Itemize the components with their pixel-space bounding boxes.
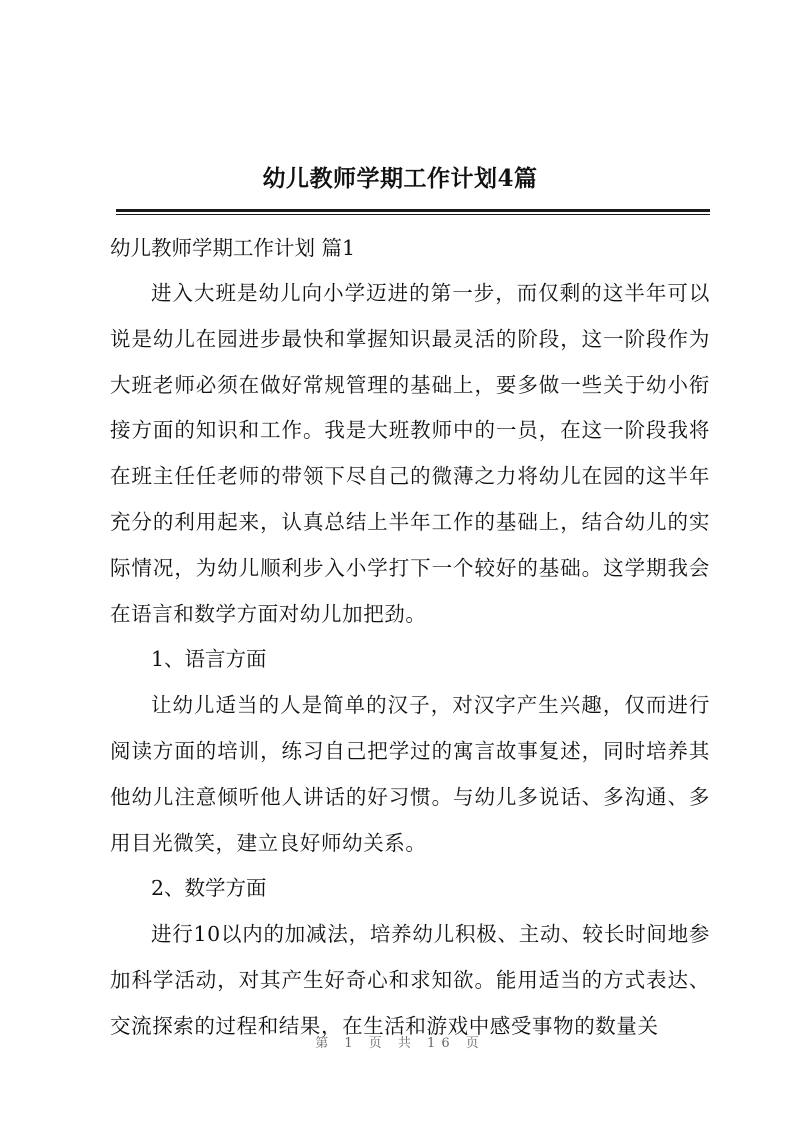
section-heading: 幼儿教师学期工作计划 篇1 <box>110 236 356 260</box>
document-title: 幼儿教师学期工作计划4篇 <box>262 165 538 192</box>
title-divider-thick <box>116 209 710 212</box>
intro-paragraph: 进入大班是幼儿向小学迈进的第一步，而仅剩的这半年可以说是幼儿在园进步最快和掌握知识最灵活的阶段，这一阶段作为大班老师必须在做好常规管理的基础上，要多做一些关于幼小衔接方面的知识和工作。我是大班教师中的一员，在这一阶段我将在班主任任老师的带领下尽自己的微薄之力将幼儿在园的这半年充分的利用起来，认真总结上半年工作的基础上，结合幼儿的实际情况，为幼儿顺利步入小学打下一个较好的基础。这学期我会在语言和数学方面对幼儿加把劲。 <box>110 281 710 626</box>
language-paragraph: 让幼儿适当的人是简单的汉子，对汉字产生兴趣，仅而进行阅读方面的培训，练习自己把学过的寓言故事复述，同时培养其他幼儿注意倾听他人讲话的好习惯。与幼儿多说话、多沟通、多用目光微笑，建立良好师幼关系。 <box>110 693 710 855</box>
math-heading: 2、数学方面 <box>151 876 267 901</box>
title-divider-thin <box>116 214 710 215</box>
document-body <box>110 225 710 1050</box>
page-footer: 第 1 页 共 16 页 <box>315 1036 485 1051</box>
language-heading: 1、语言方面 <box>151 647 267 672</box>
math-paragraph: 进行10以内的加减法，培养幼儿积极、主动、较长时间地参加科学活动，对其产生好奇心和求知欲。能用适当的方式表达、交流探索的过程和结果，在生活和游戏中感受事物的数量关 <box>110 922 710 1038</box>
